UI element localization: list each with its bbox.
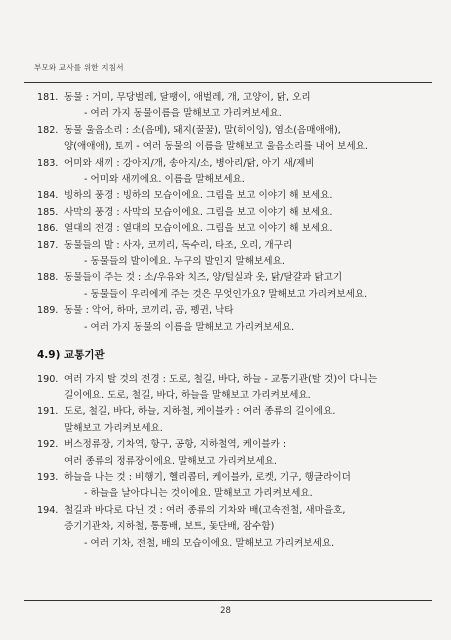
entry-text: 동물 : 악어, 하마, 코끼리, 곰, 펭귄, 낙타: [64, 305, 234, 317]
entry-row: [37, 205, 432, 221]
entry-number: 192.: [37, 439, 59, 451]
entry-number: 181.: [37, 92, 59, 103]
entry-text: 철길과 바다로 다닌 것 : 여러 종류의 기차와 배(고속전철, 새마을호,: [64, 504, 346, 516]
entry-row: [37, 470, 432, 486]
entry-text: 빙하의 풍경 : 빙하의 모습이에요. 그림을 보고 이야기 해 보세요.: [64, 190, 333, 202]
entry-number: 193.: [37, 471, 59, 483]
animal-entries: [37, 90, 432, 336]
entry-row: [37, 90, 432, 106]
entry-sub-line: - 하늘을 날아다니는 것이에요. 말해보고 가리켜보세요.: [84, 488, 313, 500]
transport-entries: [37, 372, 432, 536]
header-rule: [24, 82, 432, 83]
entry-continuation: 말해보고 가리켜보세요.: [64, 422, 163, 434]
entry-number: 188.: [37, 272, 59, 284]
entry-continuation: 증기기관차, 지하철, 통통배, 보트, 돛단배, 잠수함): [64, 521, 275, 533]
entry-sub-line: - 여러 가지 동물의 이름을 말해보고 가리켜보세요.: [84, 321, 295, 333]
entry-row: [37, 123, 432, 139]
entry-sub-line: - 동물들의 발이에요. 누구의 발인지 말해보세요.: [84, 256, 285, 268]
entry-continuation: 양(애애애), 토끼 - 여러 동물의 이름을 말해보고 울음소리를 내어 보세요.: [64, 141, 368, 153]
entry-text: 어미와 새끼 : 강아지/개, 송아지/소, 병아리/닭, 아기 새/제비: [64, 157, 315, 169]
entry-number: 194.: [37, 504, 59, 516]
entry-number: 189.: [37, 305, 59, 317]
entry-sub-line: - 여러 가지 동물이름을 말해보고 가리켜보세요.: [84, 108, 282, 120]
entry-number: 187.: [37, 239, 59, 251]
entry-text: 동물 울음소리 : 소(음메), 돼지(꿀꿀), 말(히이잉), 염소(음매애애),: [64, 124, 341, 136]
entry-text: 동물들의 발 : 사자, 코끼리, 독수리, 타조, 오리, 개구리: [64, 239, 293, 251]
entry-number: 184.: [37, 190, 59, 202]
entry-number: 191.: [37, 406, 59, 418]
page-body: [37, 90, 432, 552]
page-number: 28: [220, 606, 231, 616]
entry-row: [37, 270, 432, 286]
running-header: 부모와 교사를 위한 지침서: [34, 63, 124, 72]
entry-sub-line: - 어미와 새끼에요. 이름을 말해보세요.: [84, 174, 245, 186]
entry-continuation: 여러 종류의 정류장이에요. 말해보고 가리켜보세요.: [64, 455, 277, 467]
entry-row: [37, 238, 432, 254]
entry-number: 182.: [37, 124, 59, 136]
entry-row: [37, 188, 432, 204]
entry-sub-line: - 여러 기차, 전철, 배의 모습이에요. 말해보고 가리켜보세요.: [84, 537, 335, 549]
entry-number: 190.: [37, 373, 59, 385]
entry-text: 도로, 철길, 바다, 하늘, 지하철, 케이블카 : 여러 종류의 길이에요.: [64, 406, 336, 418]
entry-row: [37, 156, 432, 172]
section-heading: 4.9) 교통기관: [37, 349, 105, 362]
entry-continuation: 길이에요. 도로, 철길, 바다, 하늘을 말해보고 가리켜보세요.: [64, 389, 311, 401]
entry-text: 열대의 전경 : 열대의 모습이에요. 그림을 보고 이야기 해 보세요.: [64, 223, 333, 235]
entry-row: [37, 372, 432, 388]
entry-row: [37, 404, 432, 420]
entry-number: 183.: [37, 157, 59, 169]
entry-sub-line: - 동물들이 우리에게 주는 것은 무엇인가요? 말해보고 가리켜보세요.: [84, 288, 368, 300]
entry-text: 여러 가지 탈 것의 전경 : 도로, 철길, 바다, 하늘 - 교통기관(탈 것)이 다니는: [64, 373, 378, 385]
entry-row: [37, 303, 432, 319]
entry-row: [37, 437, 432, 453]
entry-number: 186.: [37, 223, 59, 235]
entry-text: 버스정류장, 기차역, 항구, 공항, 지하철역, 케이블카 :: [64, 439, 287, 451]
footer-rule: [24, 600, 432, 601]
entry-text: 동물 : 거미, 무당벌레, 달팽이, 애벌레, 개, 고양이, 닭, 오리: [64, 92, 311, 103]
entry-row: [37, 221, 432, 237]
entry-text: 하늘을 나는 것 : 비행기, 헬리콥터, 케이블카, 로켓, 기구, 행글라이더: [64, 471, 351, 483]
entry-text: 사막의 풍경 : 사막의 모습이에요. 그림을 보고 이야기 해 보세요.: [64, 206, 333, 218]
entry-text: 동물들이 주는 것 : 소/우유와 치즈, 양/털실과 옷, 닭/달걀과 닭고기: [64, 272, 343, 284]
entry-number: 185.: [37, 206, 59, 218]
entry-row: [37, 503, 432, 519]
